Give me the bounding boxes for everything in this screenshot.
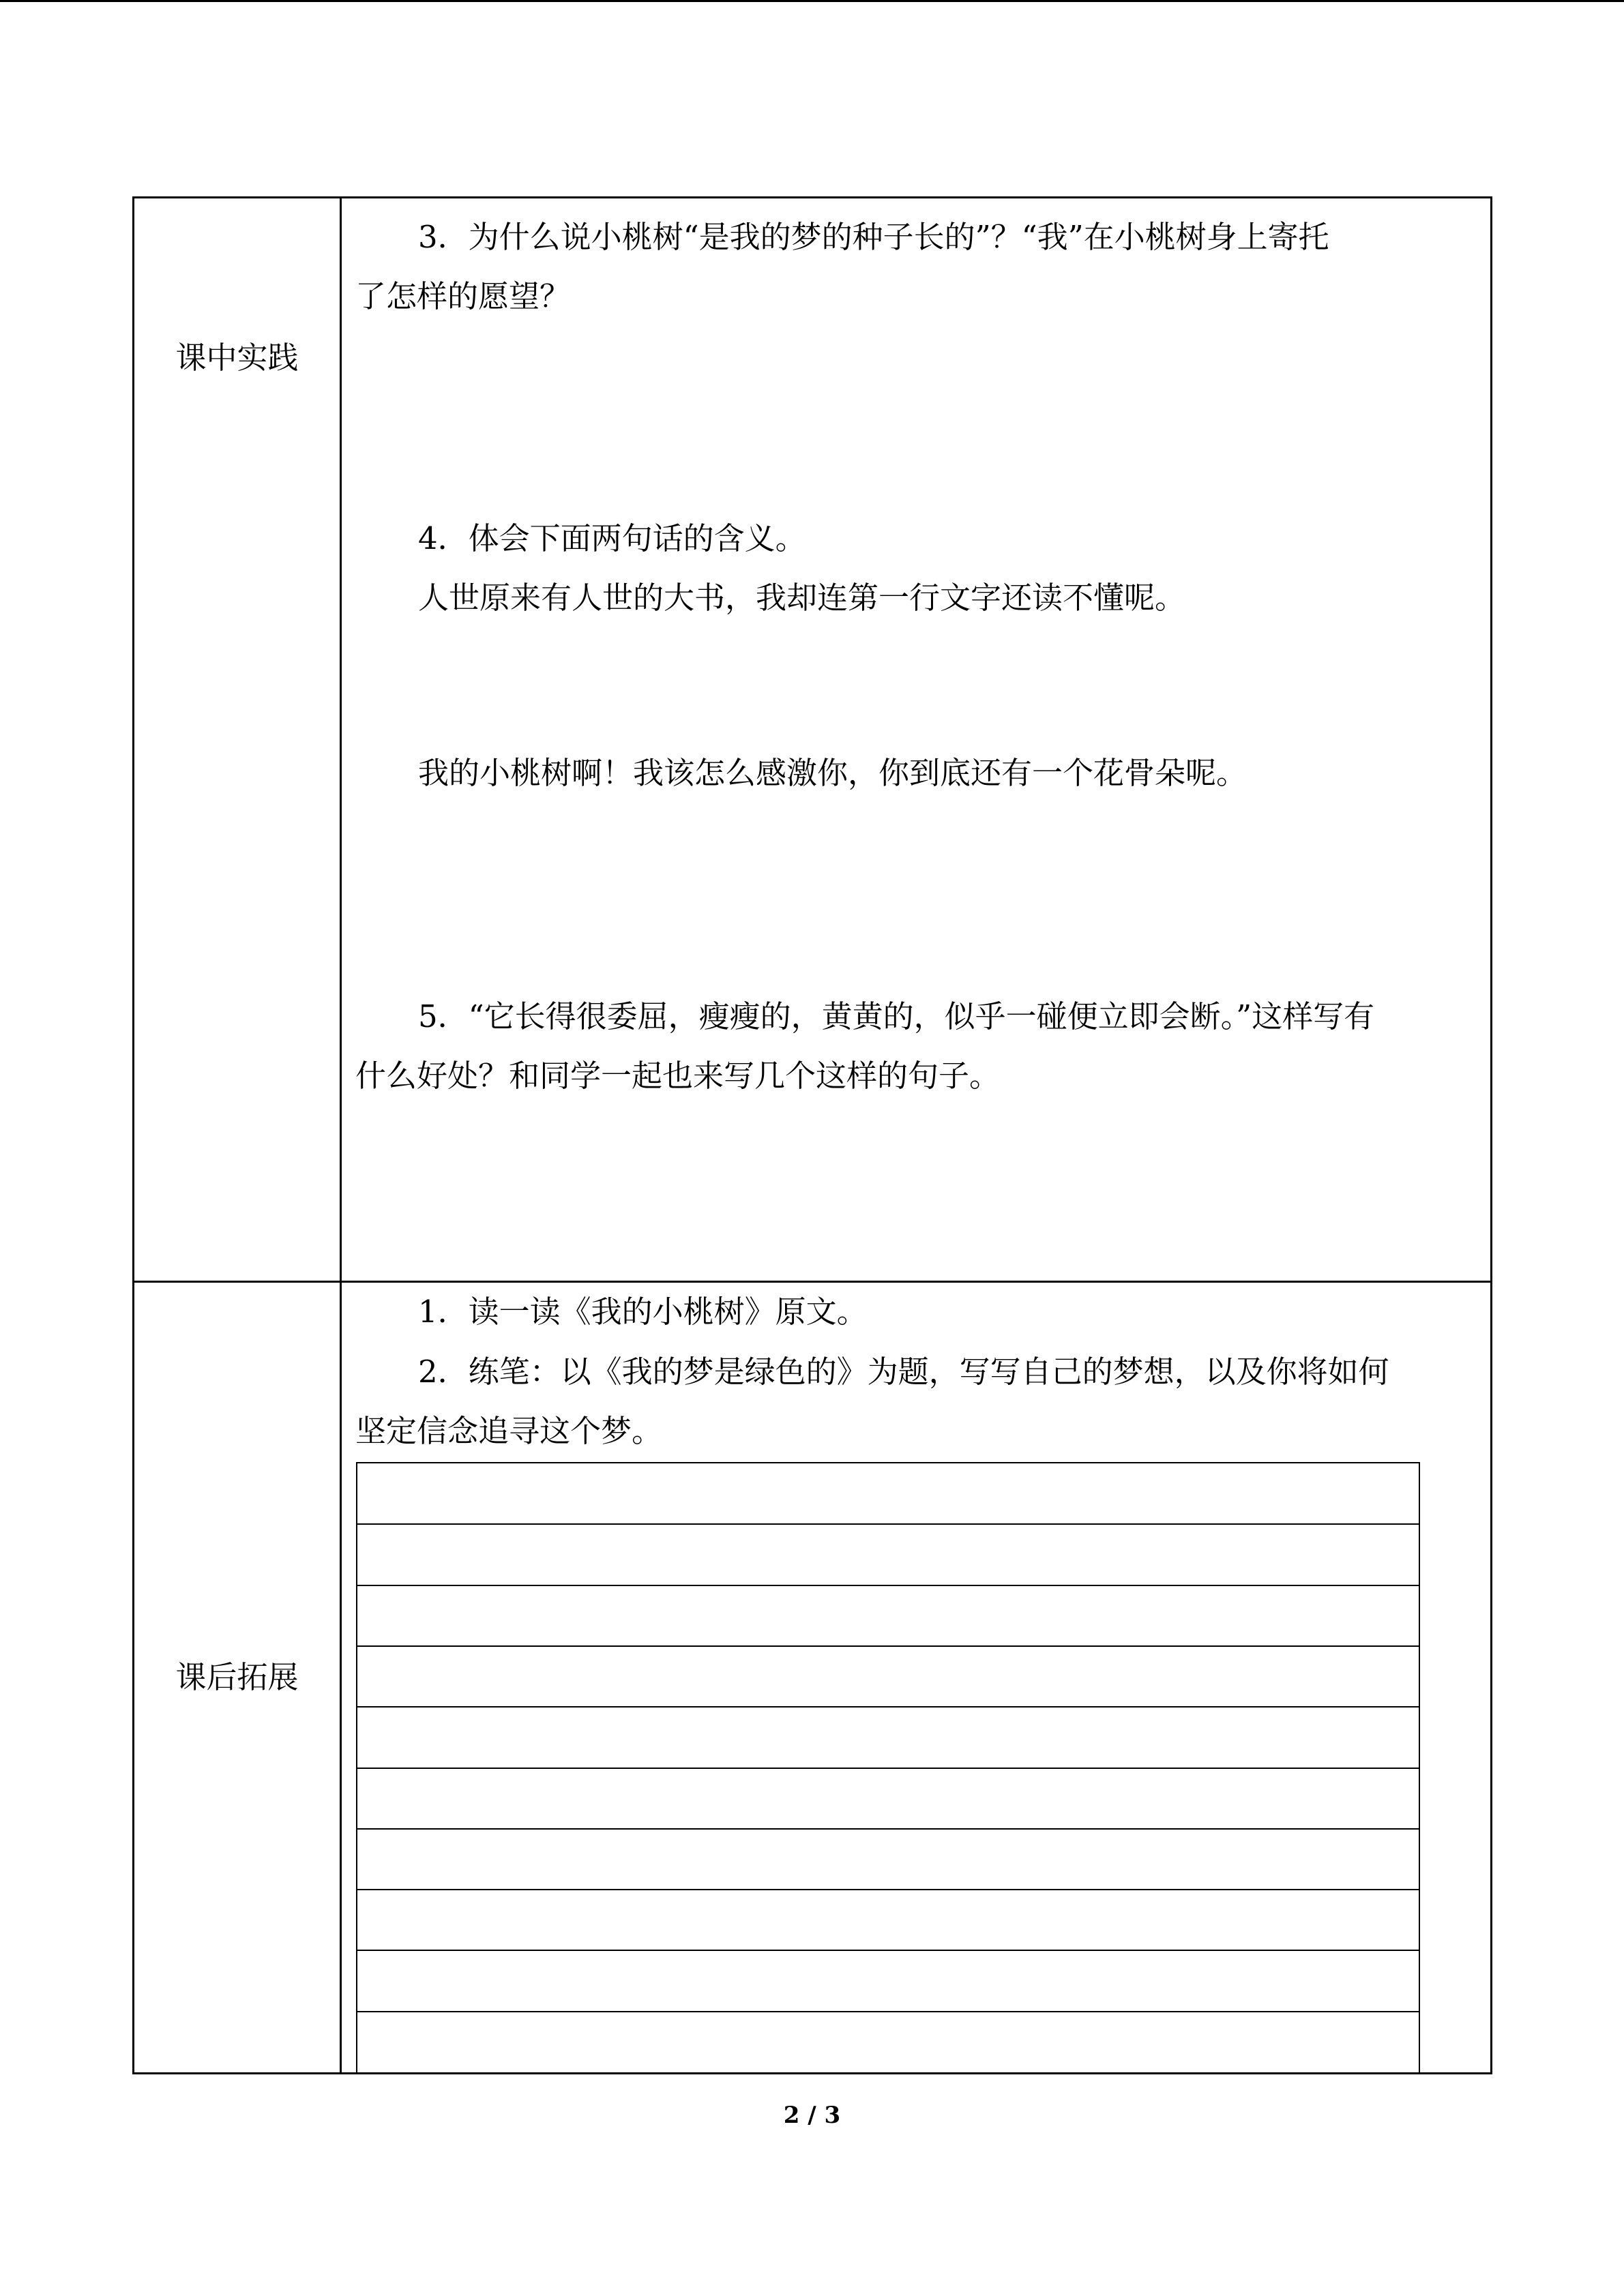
label-cell-practice [134, 198, 342, 1281]
writing-rule-line [357, 1889, 1419, 1890]
task-2-line-1: 2．练笔：以《我的梦是绿色的》为题，写写自己的梦想，以及你将如何 [418, 1354, 1389, 1390]
task-1: 1．读一读《我的小桃树》原文。 [418, 1294, 868, 1330]
writing-rule-line [357, 1523, 1419, 1525]
label-cell-extension [134, 1281, 342, 2074]
question-4-sentence-2: 我的小桃树啊！我该怎么感激你，你到底还有一个花骨朵呢。 [418, 755, 1247, 791]
worksheet-table [132, 196, 1492, 2074]
row-in-class-practice [134, 198, 1490, 1283]
question-5-line-2: 什么好处？和同学一起也来写几个这样的句子。 [355, 1058, 1001, 1094]
question-3-line-1: 3．为什么说小桃树“是我的梦的种子长的”？“我”在小桃树身上寄托 [418, 219, 1329, 255]
question-3-line-2: 了怎样的愿望？ [355, 278, 571, 314]
question-4-sentence-1: 人世原来有人世的大书，我却连第一行文字还读不懂呢。 [418, 580, 1186, 616]
content-cell-practice [342, 198, 1490, 1281]
writing-rule-line [357, 1950, 1419, 1951]
writing-area[interactable] [356, 1462, 1420, 2074]
writing-rule-line [357, 1828, 1419, 1830]
content-cell-extension [342, 1281, 1490, 2074]
section-label-practice: 课中实践 [175, 340, 299, 376]
page-top-border [0, 0, 1624, 2]
question-4-title: 4．体会下面两句话的含义。 [418, 520, 806, 556]
writing-rule-line [357, 1706, 1419, 1708]
writing-rule-line [357, 1645, 1419, 1647]
row-after-class-extension [134, 1281, 1490, 2074]
writing-rule-line [357, 1768, 1419, 1769]
writing-rule-line [357, 2011, 1419, 2012]
task-2-line-2: 坚定信念追寻这个梦。 [355, 1413, 663, 1449]
page-number: 2 / 3 [783, 2102, 841, 2129]
section-label-extension: 课后拓展 [175, 1659, 299, 1695]
question-5-line-1: 5．“它长得很委屈，瘦瘦的，黄黄的，似乎一碰便立即会断。”这样写有 [418, 998, 1375, 1034]
writing-rule-line [357, 1585, 1419, 1586]
